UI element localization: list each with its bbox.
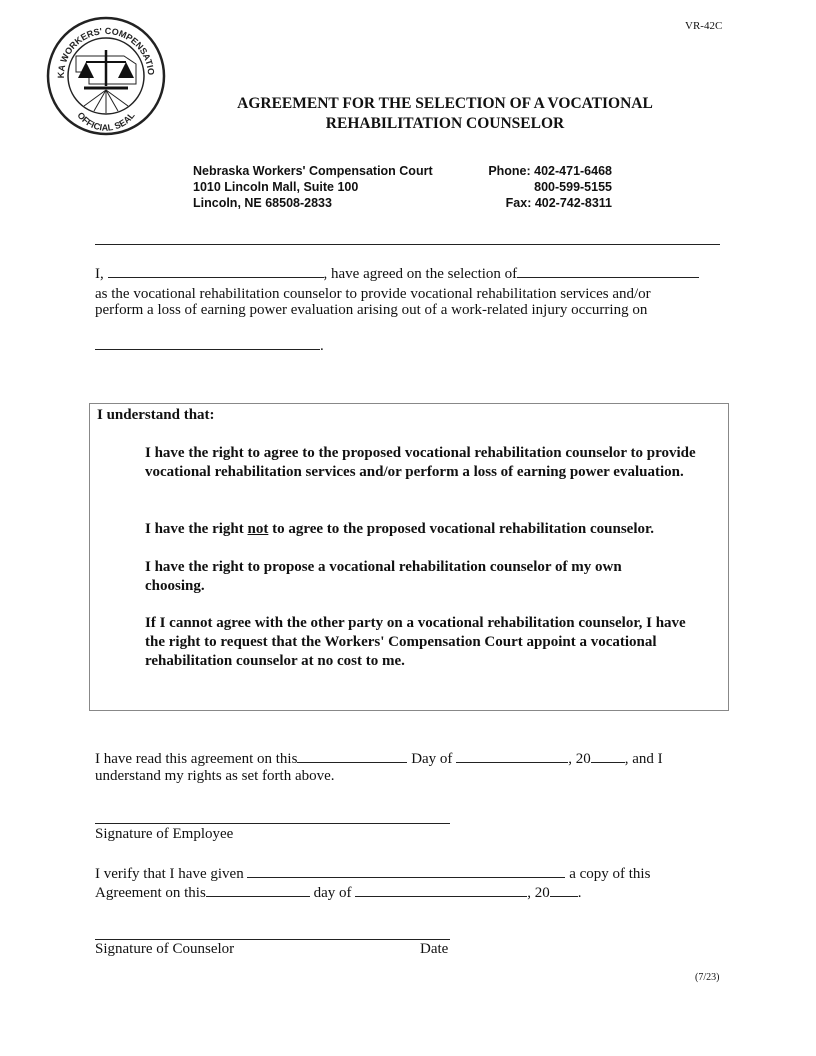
counselor-signature-label: Signature of Counselor [95,941,235,957]
intro-line-3: perform a loss of earning power evaluation arising out of a work-related injury occurring on [95,302,648,318]
ack-c: , 20 [568,751,591,767]
employee-signature-line[interactable] [95,823,450,824]
item2-text-b: to agree to the proposed vocational rehabilitation counselor. [268,521,655,537]
intro-prefix: I, [95,266,104,282]
address-line-1: Nebraska Workers' Compensation Court [193,164,433,178]
fax: Fax: 402-742-8311 [505,196,612,210]
form-id: VR-42C [685,20,723,32]
right-item-3: I have the right to propose a vocational rehabilitation counselor of my own choosing. [145,559,622,594]
svg-text:NEBRASKA WORKERS' COMPENSATION: KA WORKERS' COMPENSATIO [55,25,157,79]
ack-b: Day of [407,751,457,767]
verify-month-field[interactable] [355,883,527,897]
verify-recipient-field[interactable] [247,864,565,878]
right-item-2 [145,520,715,539]
verify-b: a copy of this [565,866,651,882]
verify-day-field[interactable] [206,883,310,897]
ack-month-field[interactable] [456,749,568,763]
revision-date: (7/23) [695,972,720,983]
ack-year-field[interactable] [591,749,625,763]
employee-signature-label: Signature of Employee [95,826,234,842]
intro-line-4 [95,336,324,355]
verify-d: day of [309,885,356,901]
rights-heading: I understand that: [97,407,215,423]
verify-year-field[interactable] [550,883,578,897]
right-item-4: If I cannot agree with the other party on a vocational rehabilitation counselor, I have the right to request that the Workers' Compensation Court appoint a vocational rehabilitation counselor at no cost to me. [145,615,686,669]
counselor-name-field[interactable] [517,264,699,278]
phone-2: 800-599-5155 [534,180,612,194]
ack-d: , and I [624,751,663,767]
verify-e: , 20 [527,885,550,901]
title-line-1: AGREEMENT FOR THE SELECTION OF A VOCATIONAL [237,95,653,112]
right-item-1: I have the right to agree to the proposed vocational rehabilitation counselor to provide vocational rehabilitation services and/or perform a loss of earning power evaluation. [145,445,696,480]
official-seal-logo [44,14,168,143]
svg-text:OFFICIAL SEAL: OFFICIAL SEAL [75,110,137,133]
intro-mid: , have agreed on the selection of [323,266,518,282]
verify-line-2 [95,883,581,902]
address-line-3: Lincoln, NE 68508-2833 [193,196,332,210]
ack-day-field[interactable] [297,749,407,763]
intro-line-1 [95,264,699,283]
employee-name-field[interactable] [108,264,324,278]
date-label: Date [420,941,449,957]
ack-line-2: understand my rights as set forth above. [95,768,335,784]
verify-c: Agreement on this [95,885,206,901]
intro-end: . [320,338,324,354]
item2-text-a: I have the right [145,521,248,537]
phone: Phone: 402-471-6468 [488,164,612,178]
verify-line-1 [95,864,650,883]
item2-not: not [247,521,269,537]
counselor-signature-line[interactable] [95,939,450,940]
injury-date-field[interactable] [95,336,320,350]
ack-a: I have read this agreement on this [95,751,298,767]
title-line-2: REHABILITATION COUNSELOR [325,115,565,132]
ack-line-1 [95,749,663,768]
verify-f: . [577,885,582,901]
rights-box [89,403,729,711]
verify-a: I verify that I have given [95,866,248,882]
address-line-2: 1010 Lincoln Mall, Suite 100 [193,180,359,194]
intro-line-2: as the vocational rehabilitation counselor to provide vocational rehabilitation services and/or [95,286,651,302]
divider [95,244,720,245]
